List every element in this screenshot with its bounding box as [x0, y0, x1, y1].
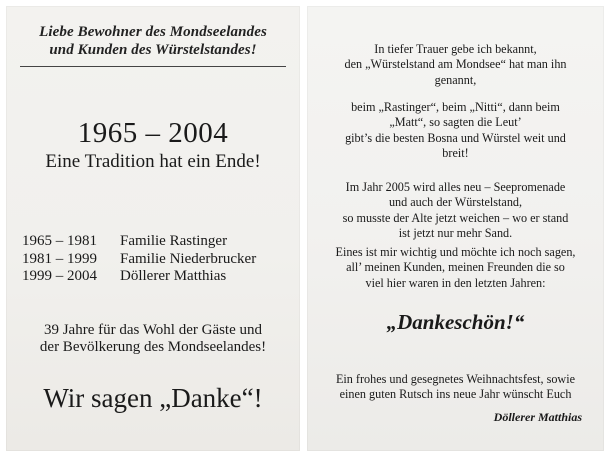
text-line: den „Würstelstand am Mondsee“ hat man ihn — [344, 57, 567, 72]
signature: Döllerer Matthias — [493, 410, 582, 424]
tradition-heading: Eine Tradition hat ein Ende! — [45, 151, 261, 172]
thanks-line: Wir sagen „Danke“! — [43, 383, 263, 413]
family-years: 1981 – 1999 — [22, 250, 97, 267]
text-line: ist jetzt nur mehr Sand. — [398, 225, 513, 240]
header-divider — [20, 66, 286, 67]
paragraph-greetings — [307, 372, 604, 403]
dankeschoen-heading: „Dankeschön!“ — [386, 310, 525, 334]
text-line: viel hier waren in den letzten Jahren: — [365, 275, 546, 290]
family-history-list — [22, 233, 256, 286]
paragraph-announcement — [307, 42, 604, 88]
family-name: Familie Niederbrucker — [120, 250, 257, 267]
text-line: so musste der Alte jetzt weichen – wo er stand — [342, 210, 569, 225]
family-row — [22, 251, 256, 269]
family-row — [22, 233, 256, 251]
text-line: breit! — [442, 145, 469, 160]
header-line: und Kunden des Würstelstandes! — [49, 42, 257, 58]
text-line: gibt’s die besten Bosna und Würstel weit und — [345, 130, 566, 145]
paragraph-2005 — [307, 180, 604, 241]
family-years: 1999 – 2004 — [22, 268, 97, 284]
right-notice-sheet — [307, 6, 604, 451]
paragraph-history — [307, 100, 604, 161]
family-row — [22, 268, 256, 286]
family-name: Döllerer Matthias — [120, 268, 227, 284]
text-line: In tiefer Trauer gebe ich bekannt, — [374, 42, 537, 56]
paragraph-customers — [307, 245, 604, 291]
text-line: einen guten Rutsch ins neue Jahr wünscht Euch — [339, 387, 572, 402]
family-name: Familie Rastinger — [120, 233, 228, 249]
left-notice-sheet — [6, 6, 300, 451]
text-line: Im Jahr 2005 wird alles neu – Seepromenade — [345, 180, 566, 194]
text-line: Ein frohes und gesegnetes Weihnachtsfest, sowie — [335, 372, 576, 386]
text-line: Eines ist mir wichtig und möchte ich noch sagen, — [335, 245, 576, 259]
text-line: „Matt“, so sagten die Leut’ — [389, 115, 522, 130]
service-line: 39 Jahre für das Wohl der Gäste und — [43, 322, 263, 338]
text-line: genannt, — [434, 72, 477, 87]
text-line: und auch der Würstelstand, — [388, 195, 523, 210]
family-years: 1965 – 1981 — [22, 233, 97, 249]
service-line: der Bevölkerung des Mondseelandes! — [39, 339, 267, 355]
header-line: Liebe Bewohner des Mondseelandes — [39, 24, 267, 40]
text-line: beim „Rastinger“, beim „Nitti“, dann beim — [351, 100, 560, 114]
years-title: 1965 – 2004 — [77, 117, 229, 149]
text-line: all’ meinen Kunden, meinen Freunden die so — [346, 260, 565, 275]
